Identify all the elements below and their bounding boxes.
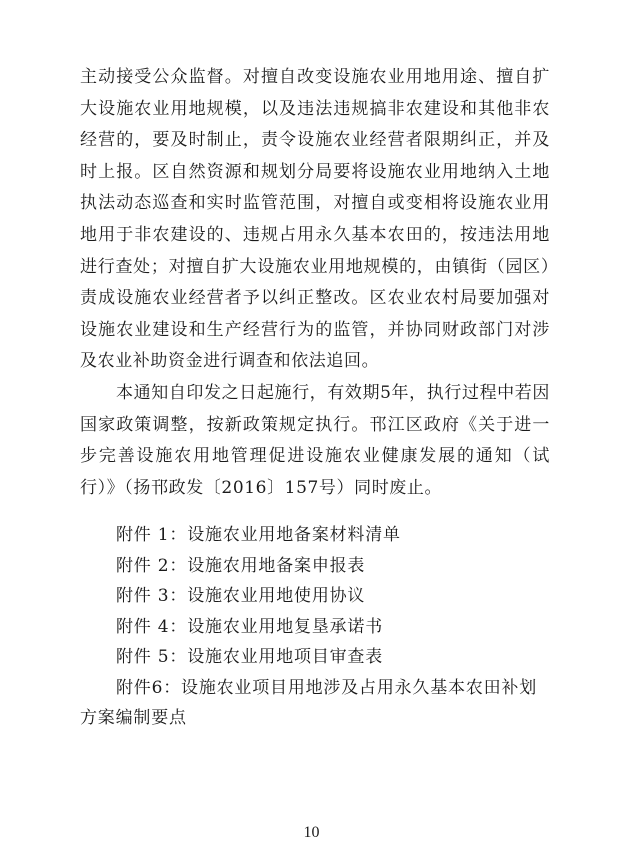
body-text <box>80 62 550 504</box>
attachment-item: 附件 5：设施农业用地项目审查表 <box>116 647 384 667</box>
attachment-item: 附件 4：设施农业用地复垦承诺书 <box>116 616 384 637</box>
paragraph-effective-date: 本通知自印发之日起施行，有效期5年，执行过程中若因国家政策调整，按新政策规定执行。邗江区政府《关于进一步完善设施农用地管理促进设施农业健康发展的通知（试行）》（扬邗政发〔2016〕157号）同时废止。 <box>80 382 550 498</box>
attachment-list <box>80 520 550 734</box>
attachment-item: 附件 3：设施农业用地使用协议 <box>116 586 366 606</box>
attachment-item: 附件 2：设施农用地备案申报表 <box>116 555 366 576</box>
attachment-item: 附件 1：设施农业用地备案材料清单 <box>116 525 401 545</box>
paragraph-supervision: 主动接受公众监督。对擅自改变设施农业用地用途、擅自扩大设施农业用地规模，以及违法违规搞非农建设和其他非农经营的，要及时制止，责令设施农业经营者限期纠正，并及时上报。区自然资源和规划分局要将设施农业用地纳入土地执法动态巡查和实时监管范围，对擅自或变相将设施农业用地用于非农建设的、违规占用永久基本农田的，按违法用地进行查处；对擅自扩大设施农业用地规模的，由镇街（园区）责成设施农业经营者予以纠正整改。区农业农村局要加强对设施农业建设和生产经营行为的监管，并协同财政部门对涉及农业补助资金进行调查和依法追回。 <box>80 67 550 372</box>
page-number: 10 <box>303 824 320 841</box>
attachment-item: 附件6：设施农业项目用地涉及占用永久基本农田补划方案编制要点 <box>80 677 538 728</box>
